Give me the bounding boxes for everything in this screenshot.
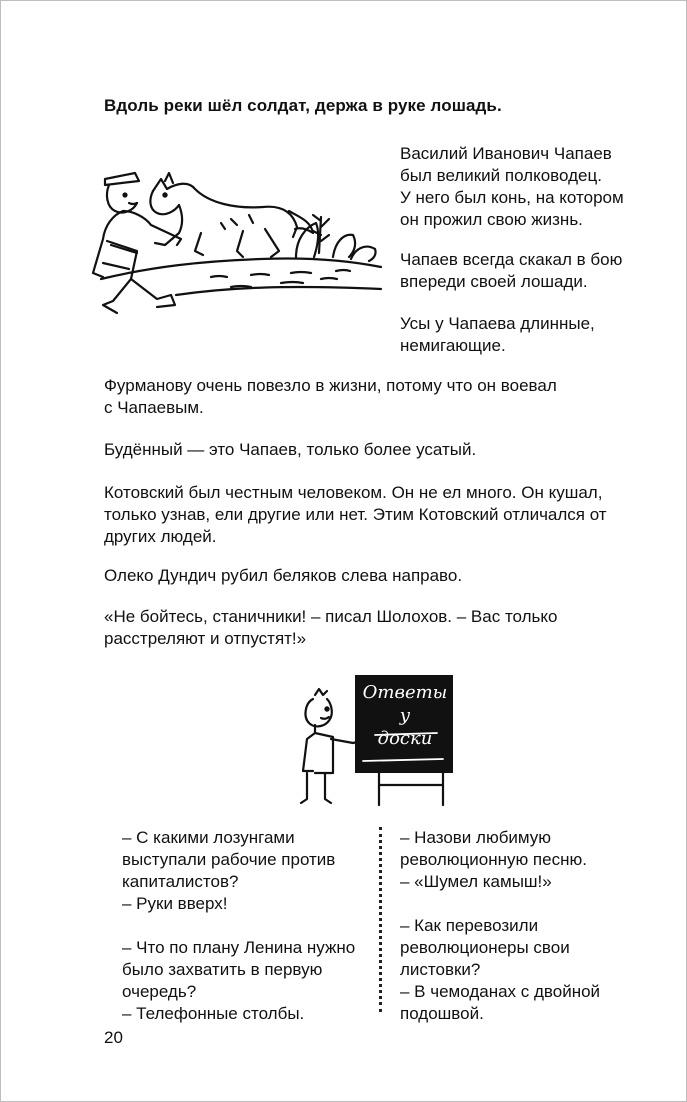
column-divider (379, 827, 382, 1012)
qa-item: – Как перевозили революционеры свои листовки? – В чемоданах с двойной подошвой. (400, 916, 601, 1023)
intro-paragraph: Усы у Чапаева длинные, немигающие. (400, 314, 595, 355)
blackboard-text (357, 681, 453, 750)
body-paragraph: Олеко Дундич рубил беляков слева направо. (104, 566, 463, 585)
qa-left-column (122, 827, 355, 1025)
page-number: 20 (104, 1028, 123, 1047)
qa-item: – Назови любимую революционную песню. – «Шумел камыш!» (400, 828, 587, 891)
body-paragraph: «Не бойтесь, станичники! – писал Шолохов. – Вас только расстреляют и отпустят!» (104, 607, 558, 648)
body-paragraph: Фурманову очень повезло в жизни, потому что он воевал с Чапаевым. (104, 376, 557, 417)
qa-right-column (400, 827, 600, 1025)
page-heading: Вдоль реки шёл солдат, держа в руке лошадь. (104, 96, 502, 115)
qa-item: – Что по плану Ленина нужно было захватить в первую очередь? – Телефонные столбы. (122, 938, 356, 1023)
blackboard-line: доски (377, 728, 433, 749)
body-paragraph: Будённый — это Чапаев, только более усатый. (104, 440, 477, 459)
blackboard-line: Ответы (362, 682, 448, 703)
soldier-horse-illustration (81, 149, 391, 331)
body-paragraph: Котовский был честным человеком. Он не ел много. Он кушал, только узнав, ели другие или нет. Этим Котовский отличался от других людей. (104, 483, 607, 546)
qa-item: – С какими лозунгами выступали рабочие против капиталистов? – Руки вверх! (122, 828, 336, 913)
intro-paragraph: Чапаев всегда скакал в бою впереди своей лошади. (400, 250, 623, 291)
blackboard-line: у (399, 705, 411, 726)
intro-paragraph: Василий Иванович Чапаев был великий полководец. У него был конь, на котором он прожил свою жизнь. (400, 144, 624, 229)
